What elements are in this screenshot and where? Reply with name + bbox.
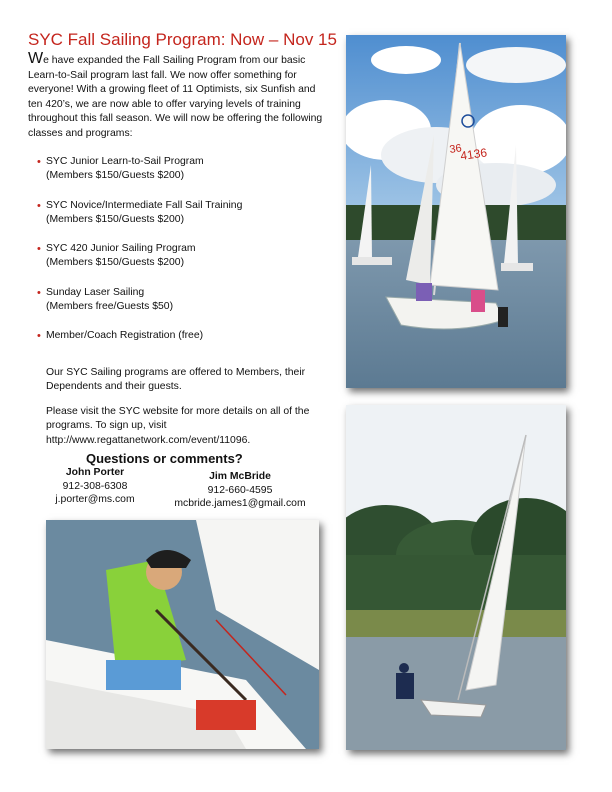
sail-number-small: 36 (448, 142, 463, 156)
program-name: SYC Junior Learn-to-Sail Program (46, 156, 204, 167)
intro-text: e have expanded the Fall Sailing Program from our basic Learn-to-Sail program last fall. We now offer something for everyone! With a growing fleet of 11 Optimists, six Sunfish and ten 420’s, we are now able to offer varying levels of training throughout this fall season. We will now be offering the following classes and programs: (28, 55, 323, 139)
photo-laser-sailing (346, 405, 566, 750)
list-item (37, 286, 242, 315)
page-title: SYC Fall Sailing Program: Now – Nov 15 (28, 30, 337, 49)
questions-heading: Questions or comments? (86, 451, 243, 466)
contact-email: j.porter@ms.com (55, 494, 135, 506)
bullet-icon: • (37, 199, 41, 212)
contact-card (40, 466, 150, 507)
program-name: Sunday Laser Sailing (46, 286, 145, 298)
photo-optimist-sailor (46, 520, 319, 749)
program-price: (Members $150/Guests $200) (46, 213, 185, 225)
photo-sailboat-clouds (346, 35, 566, 388)
contact-name: John Porter (65, 467, 125, 478)
program-price: (Members $150/Guests $200) (46, 257, 185, 269)
contact-email: mcbride.james1@gmail.com (174, 498, 306, 510)
program-price: (Members $150/Guests $200) (46, 170, 185, 182)
drop-cap: W (28, 50, 44, 67)
intro-paragraph (28, 50, 326, 142)
list-item (37, 199, 243, 228)
bullet-icon: • (37, 156, 41, 168)
contact-phone: 912-660-4595 (207, 484, 273, 496)
bullet-icon: • (37, 243, 41, 256)
program-name: SYC Novice/Intermediate Fall Sail Training (46, 199, 243, 211)
sail-number: 4136 (459, 145, 488, 163)
bullet-icon: • (37, 330, 41, 343)
program-price: (Members free/Guests $50) (46, 301, 174, 313)
contact-name: Jim McBride (209, 471, 271, 482)
visit-paragraph: Please visit the SYC website for more details on all of the programs. To sign up, visit http://www.regattanetwork.com/event/11096. (46, 406, 310, 446)
offer-paragraph: Our SYC Sailing programs are offered to Members, their Dependents and their guests. (46, 367, 306, 393)
list-item (37, 329, 242, 343)
program-list (37, 155, 243, 359)
contact-card (165, 470, 315, 511)
program-name: Member/Coach Registration (free) (46, 330, 204, 342)
list-item (37, 242, 242, 271)
list-item (37, 155, 242, 184)
contact-phone: 912-308-6308 (62, 480, 128, 492)
program-name: SYC 420 Junior Sailing Program (46, 243, 196, 255)
bullet-icon: • (37, 286, 41, 299)
